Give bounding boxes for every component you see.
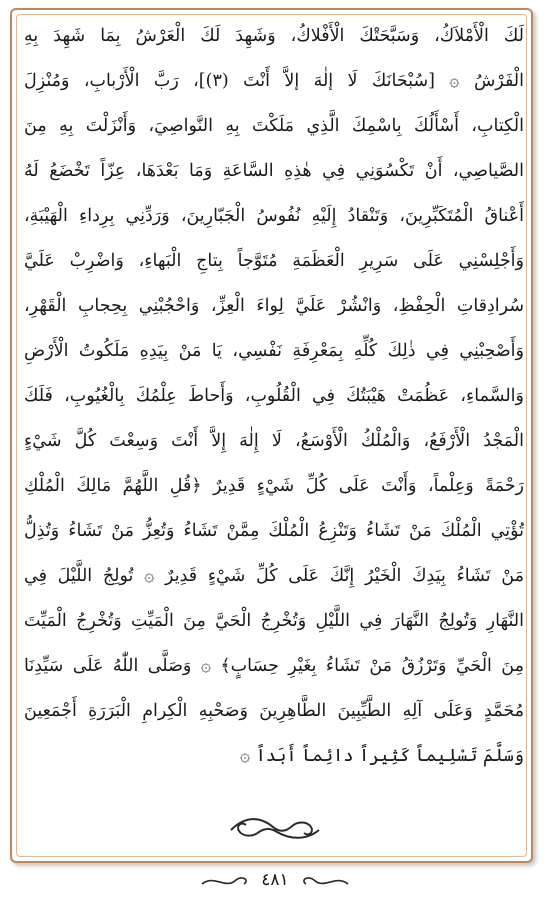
text-line-16: مُحَمَّدٍ وَعَلَى آلِهِ الطَّيِّبِينَ الطَّاهِرِينَ وَصَحْبِهِ الْكِرامِ الْبَرَرَةِ أَجْمَعِينَ (24, 701, 524, 721)
footer-flourish-right-icon (200, 872, 252, 892)
text-line-7: سُرادِقاتِ الْحِفْظِ، وَانْشُرْ عَلَيَّ لِواءَ الْعِزِّ، وَاحْجُبْنِي بِحِجابِ الْقَهْرِ، (24, 296, 524, 316)
text-line-9: وَالسَّماءِ، عَظُمَتْ هَيْبَتُكَ فِي الْقُلُوبِ، وَأَحاطَ عِلْمُكَ بِالْغُيُوبِ، فَلَكَ (24, 386, 524, 406)
text-line-13: مَنْ تَشَاءُ بِيَدِكَ الْخَيْرُ إِنَّكَ عَلَى كُلِّ شَيْءٍ قَدِيرٌ ۞ تُولِجُ اللَّيْلَ فِي (24, 566, 524, 586)
text-line-10: الْمَجْدُ الْأَرْفَعُ، وَالْمُلْكُ الْأَوْسَعُ، لَا إِلٰهَ إِلاَّ أَنْتَ وَسِعْتَ كُلَّ شَيْءٍ (24, 431, 524, 451)
text-line-4: الصَّياصِي، أَنْ تَكْسُوَنِي فِي هٰذِهِ السَّاعَةِ وَمَا بَعْدَهَا، عِزّاً تَخْضَعُ لَهُ (24, 161, 524, 181)
text-line-17: وَسَلَّمَ تَسْلِيماً كَثِيراً دائِماً أَبَداً ۞ (239, 746, 524, 766)
text-line-3: الْكِتابِ، أَسْأَلُكَ بِاسْمِكَ الَّذِي مَلَكْتَ بِهِ النَّواصِيَ، وَأَنْزَلْتَ بِهِ مِنَ (24, 116, 524, 136)
text-line-14: النَّهَارِ وَتُولِجُ النَّهَارَ فِي اللَّيْلِ وَتُخْرِجُ الْحَيَّ مِنَ الْمَيِّتِ وَتُخْرِجُ الْمَيِّتَ (24, 611, 524, 631)
page-footer (0, 866, 550, 896)
text-line-15: مِنَ الْحَيِّ وَتَرْزُقُ مَنْ تَشَاءُ بِغَيْرِ حِسَابٍ﴾ ۞ وَصَلَّى اللّٰهُ عَلَى سَيِّدِنَا (24, 656, 524, 676)
text-line-5: أَعْناقُ الْمُتَكَبِّرِينَ، وَتَنْقادُ إِلَيْهِ نُفُوسُ الْجَبّارِينَ، وَرَدِّنِي بِرِداءِ الْهَيْبَةِ، (24, 206, 524, 226)
page-number: ٤٨١ (261, 870, 289, 890)
footer-flourish-left-icon (298, 872, 350, 892)
text-line-12: تُؤْتِي الْمُلْكَ مَنْ تَشَاءُ وَتَنْزِعُ الْمُلْكَ مِمَّنْ تَشَاءُ وَتُعِزُّ مَنْ تَشَاءُ وَتُذِلُّ (24, 521, 524, 541)
end-ornament-icon (225, 810, 325, 844)
text-line-2: الْفَرْشُ ۞ [سُبْحَانَكَ لَا إلٰهَ إلاَّ أَنْتَ (٣)]، رَبَّ الْأَرْبابِ، وَمُنْزِلَ (24, 71, 524, 91)
text-line-6: وَأَجْلِسْنِي عَلَى سَرِيرِ الْعَظَمَةِ مُتَوَّجاً بِتاجِ الْبَهاءِ، وَاضْرِبْ عَلَيَّ (24, 251, 524, 271)
prayer-text-block (24, 14, 524, 779)
text-line-1: لَكَ الْأَمْلاَكُ، وَسَبَّحَتْكَ الْأَفْلاكُ، وَشَهِدَ لَكَ الْعَرْشُ بِمَا شَهِدَ بِهِ (24, 26, 524, 46)
text-line-11: رَحْمَةً وَعِلْماً، وَأَنْتَ عَلَى كُلِّ شَيْءٍ قَدِيرٌ ﴿قُلِ اللَّهُمَّ مَالِكَ الْمُلْكِ (24, 476, 524, 496)
text-line-8: وَأَصْحِبْنِي فِي ذٰلِكَ كُلِّهِ بِمَعْرِفَةِ نَفْسِي، يَا مَنْ بِيَدِهِ مَلَكُوتُ الْأَرْضِ (24, 341, 524, 361)
